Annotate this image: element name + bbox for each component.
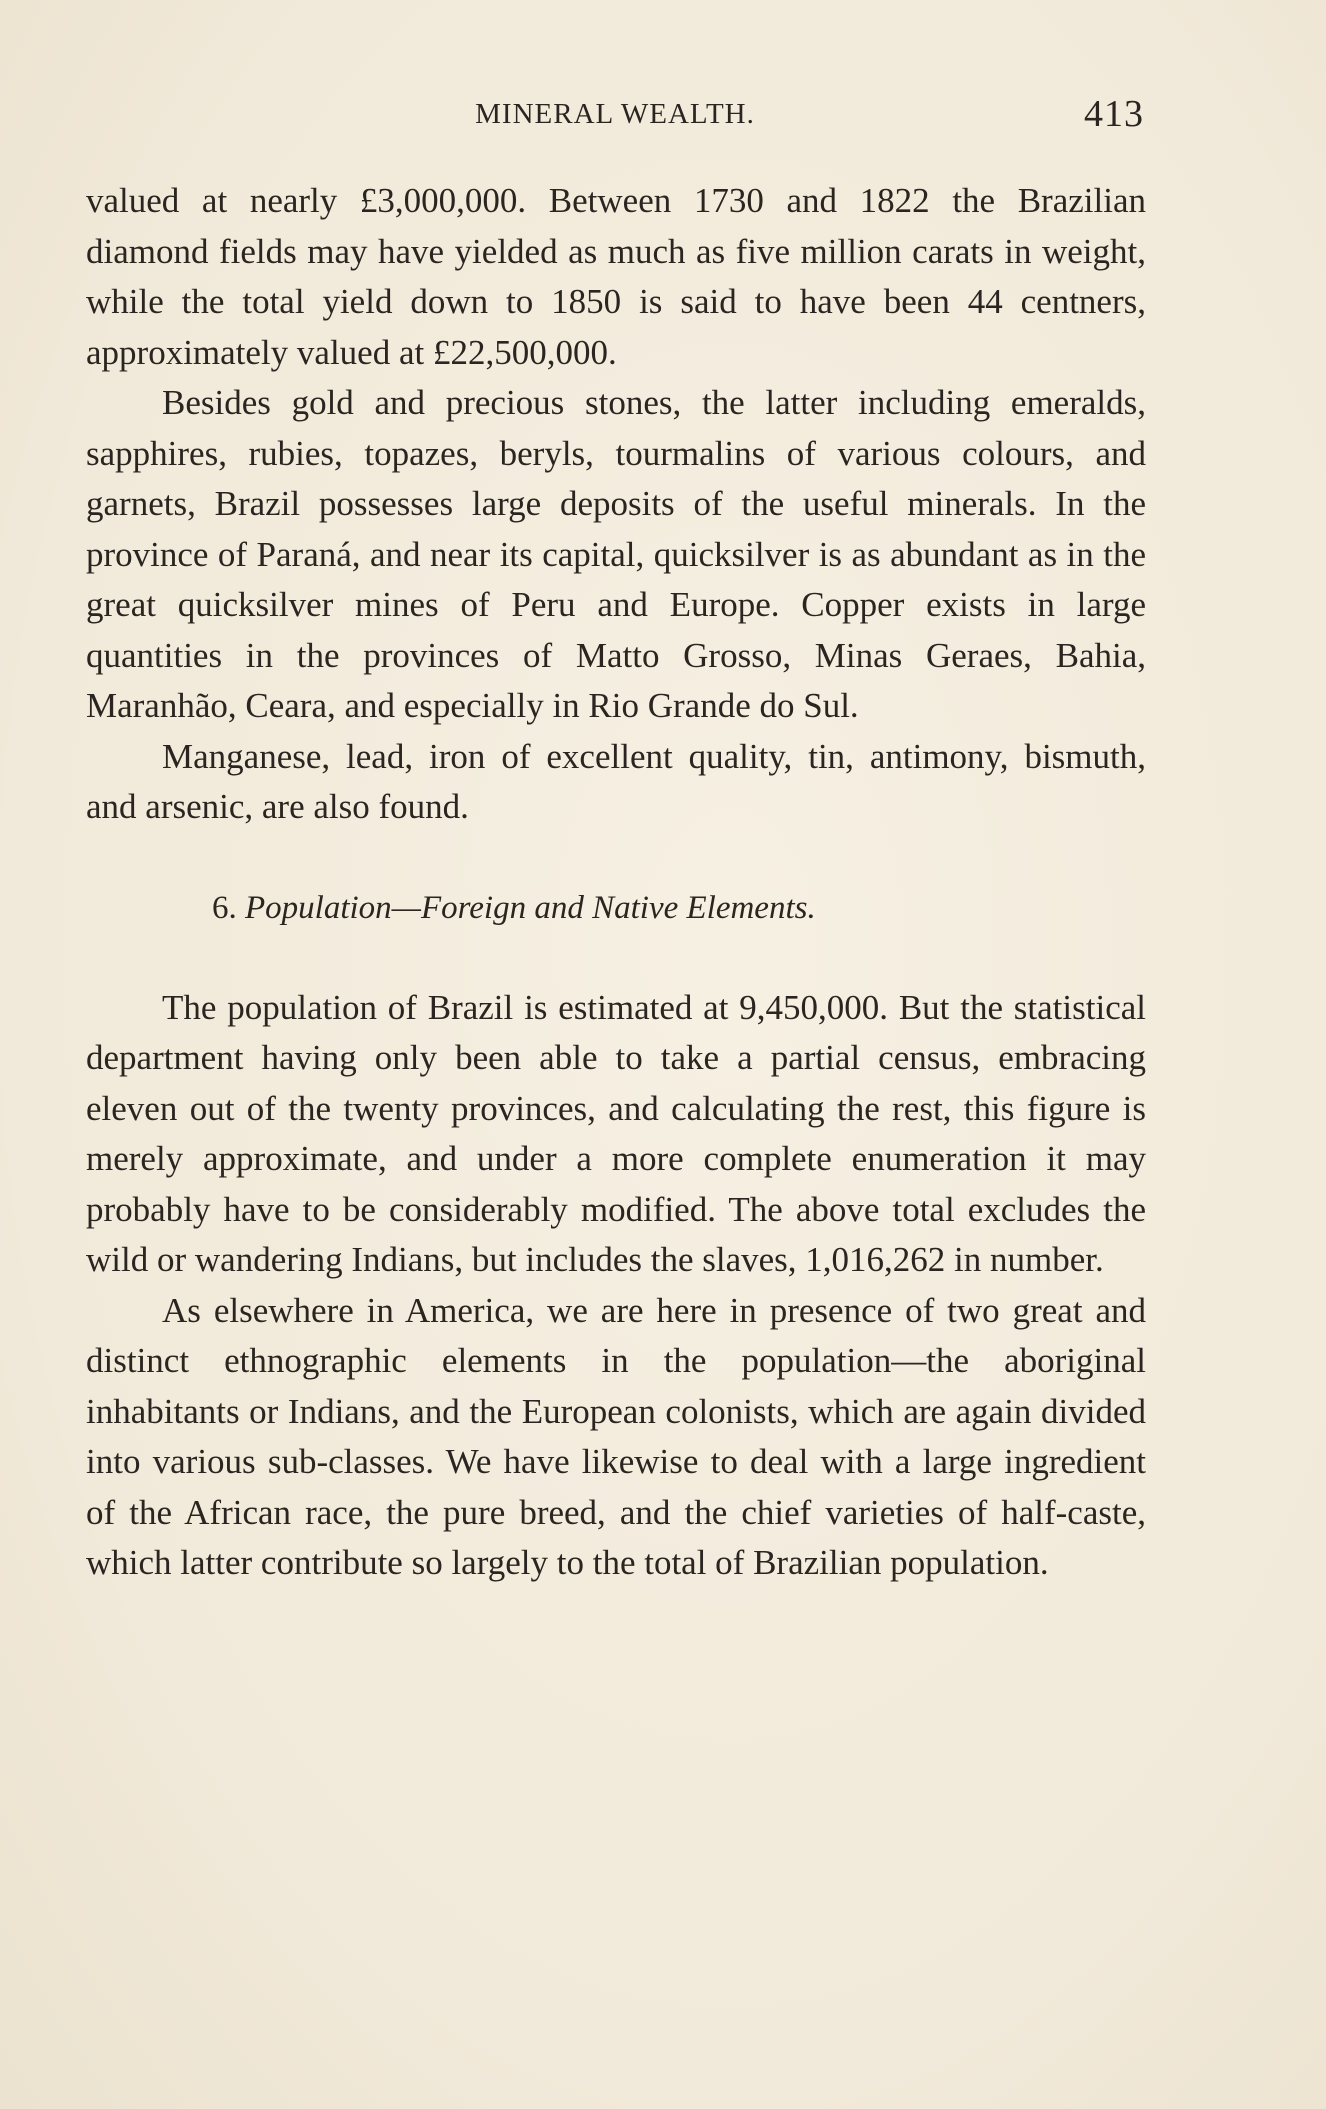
paragraph-diamond-yield: valued at nearly £3,000,000. Between 1730 and 1822 the Brazilian diamond fields may have yielded as much as five million carats in weight, while the total yield down to 1850 is said to have been 44 centners, approximately valued at £22,500,000.: [86, 181, 1146, 372]
page-header: [86, 92, 1144, 140]
paragraph-population-estimate: The population of Brazil is estimated at 9,450,000. But the statistical department having only been able to take a partial census, embracing eleven out of the twenty provinces, and calculating the rest, this figure is merely approximate, and under a more complete enumeration it may probably have to be considerably modified. The above total excludes the wild or wandering Indians, but includes the slaves, 1,016,262 in number.: [86, 987, 1146, 1279]
running-title: MINERAL WEALTH.: [475, 98, 755, 130]
page-body: [86, 176, 1146, 1589]
page-number: 413: [1084, 93, 1144, 135]
section-heading: [86, 883, 1146, 933]
paragraph-precious-stones: Besides gold and precious stones, the latter including emeralds, sapphires, rubies, topazes, beryls, tourmalins of various colours, and garnets, Brazil possesses large deposits of the useful minerals. In the province of Paraná, and near its capital, quicksilver is as abundant as in the great quicksilver mines of Peru and Europe. Copper exists in large quantities in the provinces of Matto Grosso, Minas Geraes, Bahia, Maranhão, Ceara, and especially in Rio Grande do Sul.: [86, 383, 1146, 725]
paragraph-ethnographic-elements: As elsewhere in America, we are here in presence of two great and distinct ethnographic elements in the population—the aboriginal inhabitants or Indians, and the European colonists, which are again divided into various sub-classes. We have likewise to deal with a large ingredient of the African race, the pure breed, and the chief varieties of half-caste, which latter contribute so largely to the total of Brazilian population.: [86, 1290, 1146, 1582]
section-title: Population—Foreign and Native Elements.: [245, 889, 816, 926]
section-number: 6.: [212, 889, 237, 926]
paragraph-other-minerals: Manganese, lead, iron of excellent quality, tin, antimony, bismuth, and arsenic, are also found.: [86, 736, 1146, 826]
